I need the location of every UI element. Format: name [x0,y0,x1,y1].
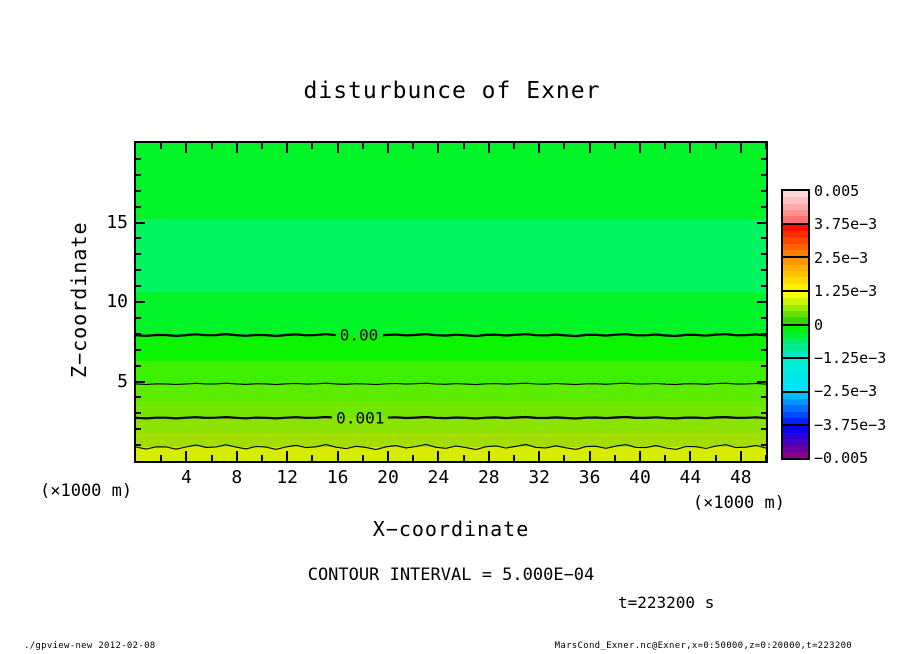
colorbar-block [783,256,808,290]
axis-tick [761,428,766,430]
axis-tick [761,365,766,367]
axis-tick [463,143,465,149]
colorbar-tick-label: 0 [814,315,824,334]
colorbar-blocks [783,191,808,458]
axis-tick [513,143,515,149]
colorbar-tick-label: −2.5e−3 [814,382,878,401]
axis-tick [136,237,141,239]
axis-tick [387,143,389,153]
x-axis-unit-right: (×1000 m) [692,493,785,513]
x-tick-label: 40 [629,467,651,488]
colorbar-block [783,424,808,458]
time-label: t=223200 s [618,593,715,612]
axis-tick [761,158,766,160]
axis-tick [639,143,641,153]
axis-tick [757,301,766,303]
contour-line [136,334,766,336]
axis-tick [136,412,141,414]
colorbar-block [783,290,808,324]
axis-tick [136,365,141,367]
axis-tick [136,174,141,176]
axis-tick [136,190,141,192]
axis-tick [311,143,313,149]
axis-tick [136,206,141,208]
axis-tick [761,174,766,176]
axis-tick [513,455,515,461]
colorbar-tick-label: 1.25e−3 [814,282,878,301]
colorbar-block [783,324,808,358]
x-tick-label: 24 [427,467,450,488]
colorbar-tick-label: 3.75e−3 [814,215,878,234]
axis-tick [765,143,766,149]
plot-area [136,143,766,461]
axis-tick [761,285,766,287]
axis-tick [488,451,490,461]
x-axis-unit-left: (×1000 m) [40,481,133,501]
x-tick-label: 32 [528,467,551,488]
x-tick-label: 12 [276,467,299,488]
axis-tick [589,143,591,153]
colorbar-block [783,357,808,391]
axis-tick [664,455,666,461]
x-axis-title: X−coordinate [372,517,530,541]
axis-tick [160,455,162,461]
y-tick-label: 10 [106,291,128,312]
x-tick-label: 48 [729,467,752,488]
contour-interval-note: CONTOUR INTERVAL = 5.000E−04 [307,565,595,585]
axis-tick [261,455,263,461]
axis-tick [761,412,766,414]
axis-tick [185,451,187,461]
axis-tick [236,143,238,153]
colorbar-block [783,223,808,257]
axis-tick [311,455,313,461]
axis-tick [563,455,565,461]
axis-tick [337,143,339,153]
axis-tick [715,143,717,149]
axis-tick [136,444,141,446]
axis-tick [563,143,565,149]
axis-tick [437,143,439,153]
axis-tick [286,451,288,461]
colorbar-step [783,452,808,458]
axis-tick [185,143,187,153]
axis-tick [664,143,666,149]
axis-tick [136,317,141,319]
plot-frame [134,141,768,463]
axis-tick [761,237,766,239]
colorbar-tick-label: −1.25e−3 [814,348,887,367]
x-tick-label: 20 [377,467,399,488]
axis-tick [715,455,717,461]
contour-label: 0.00 [336,327,383,344]
axis-tick [387,451,389,461]
footer-data-source: MarsCond_Exner.nc@Exner,x=0:50000,z=0:20000,t=223200 [554,641,852,651]
axis-tick [211,455,213,461]
axis-tick [412,455,414,461]
colorbar-block [783,191,808,223]
axis-tick [236,451,238,461]
axis-tick [761,190,766,192]
axis-tick [538,451,540,461]
axis-tick [740,143,742,153]
axis-tick [639,451,641,461]
axis-tick [286,143,288,153]
axis-tick [136,269,141,271]
contour-line [136,383,766,384]
colorbar-tick-label: 2.5e−3 [814,248,869,267]
axis-tick [261,143,263,149]
axis-tick [765,455,766,461]
axis-tick [488,143,490,153]
axis-tick [437,451,439,461]
axis-tick [761,269,766,271]
axis-tick [136,349,141,351]
axis-tick [136,381,145,383]
axis-tick [362,455,364,461]
x-tick-label: 16 [326,467,349,488]
axis-tick [761,317,766,319]
axis-tick [337,451,339,461]
axis-tick [761,333,766,335]
axis-tick [362,143,364,149]
x-tick-label: 8 [231,467,243,488]
colorbar-tick-label: −3.75e−3 [814,415,887,434]
contour-line [136,445,766,450]
x-tick-label: 28 [477,467,500,488]
colorbar-block [783,391,808,425]
y-tick-label: 15 [106,211,128,233]
x-tick-label: 4 [180,467,192,488]
axis-tick [463,455,465,461]
contour-line [136,417,766,419]
axis-tick [614,455,616,461]
axis-tick [136,428,141,430]
axis-tick [614,143,616,149]
axis-tick [136,396,141,398]
axis-tick [589,451,591,461]
colorbar-tick-label: −0.005 [814,449,869,467]
axis-tick [136,253,141,255]
axis-tick [136,158,141,160]
axis-tick [689,143,691,153]
axis-tick [757,222,766,224]
footer-program-stamp: ./gpview-new 2012-02-08 [24,641,156,651]
axis-tick [136,301,145,303]
y-tick-label: 5 [117,370,128,392]
x-tick-label: 36 [578,467,601,488]
axis-tick [211,143,213,149]
y-axis-title: Z−coordinate [67,221,91,379]
axis-tick [538,143,540,153]
axis-tick [136,222,145,224]
x-tick-label: 44 [679,467,702,488]
contour-lines [136,143,766,461]
colorbar [781,189,810,460]
axis-tick [136,285,141,287]
axis-tick [136,333,141,335]
axis-tick [757,381,766,383]
axis-tick [761,396,766,398]
axis-tick [761,253,766,255]
axis-tick [761,444,766,446]
axis-tick [740,451,742,461]
axis-tick [761,206,766,208]
axis-tick [761,349,766,351]
chart-title: disturbunce of Exner [303,78,601,104]
contour-label: 0.001 [332,409,388,426]
axis-tick [689,451,691,461]
axis-tick [160,143,162,149]
colorbar-tick-label: 0.005 [814,182,860,200]
axis-tick [412,143,414,149]
